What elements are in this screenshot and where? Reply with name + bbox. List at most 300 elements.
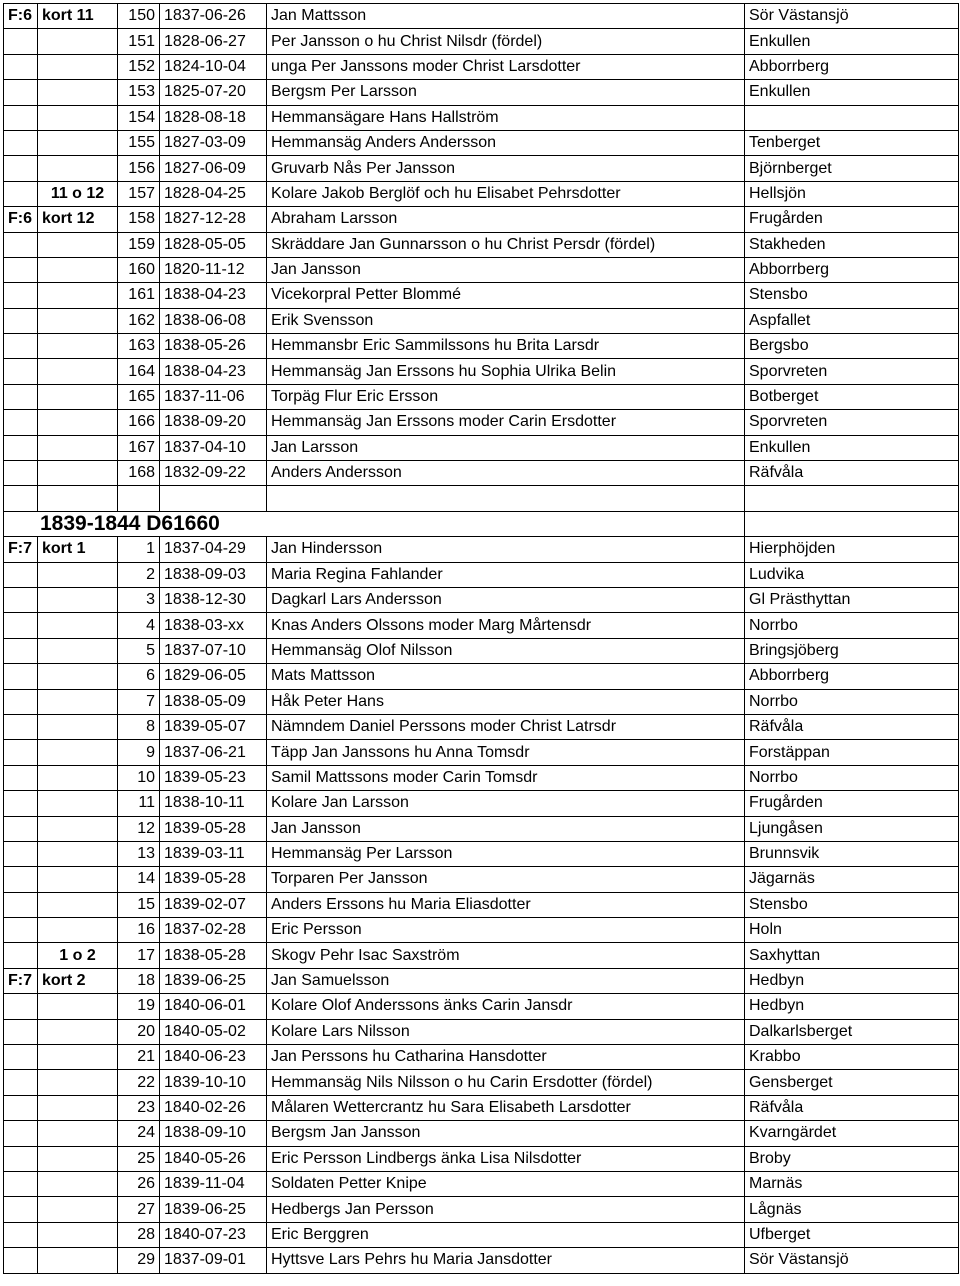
date-cell: 1828-04-25 [160,181,267,206]
place-cell: Bergsbo [745,334,959,359]
table-row [4,461,959,486]
volume-ref-cell [4,435,38,460]
date-cell: 1840-05-02 [160,1019,267,1044]
table-row [4,562,959,587]
date-cell: 1838-06-08 [160,308,267,333]
place-cell: Sör Västansjö [745,1248,959,1273]
volume-ref-cell [4,283,38,308]
place-cell: Abborrberg [745,54,959,79]
date-cell: 1840-07-23 [160,1222,267,1247]
entry-number-cell: 154 [118,105,160,130]
volume-ref-cell: F:7 [4,968,38,993]
table-row [4,587,959,612]
place-cell: Sör Västansjö [745,4,959,29]
entry-number-cell: 5 [118,638,160,663]
name-cell: Jan Hindersson [267,537,745,562]
card-cell [38,156,118,181]
volume-ref-cell [4,1070,38,1095]
card-cell [38,29,118,54]
name-cell: Jan Larsson [267,435,745,460]
entry-number-cell: 165 [118,384,160,409]
register-body [4,4,959,1274]
card-cell [38,638,118,663]
entry-number-cell: 151 [118,29,160,54]
date-cell: 1839-05-07 [160,714,267,739]
date-cell: 1838-09-20 [160,410,267,435]
date-cell: 1839-10-10 [160,1070,267,1095]
date-cell: 1828-05-05 [160,232,267,257]
card-cell [38,562,118,587]
table-row [4,359,959,384]
card-cell [38,994,118,1019]
table-row [4,283,959,308]
table-row [4,410,959,435]
volume-ref-cell [4,1171,38,1196]
name-cell: Bergsm Jan Jansson [267,1121,745,1146]
section-heading-row [4,511,959,536]
card-cell [38,816,118,841]
place-cell: Lågnäs [745,1197,959,1222]
volume-ref-cell [4,841,38,866]
card-cell [38,1197,118,1222]
place-cell: Stensbo [745,892,959,917]
table-row [4,308,959,333]
name-cell: Jan Jansson [267,257,745,282]
card-cell [38,257,118,282]
table-row [4,334,959,359]
date-cell: 1838-05-28 [160,943,267,968]
card-cell [38,892,118,917]
table-row [4,765,959,790]
place-cell: Enkullen [745,435,959,460]
card-cell [38,1121,118,1146]
entry-number-cell: 160 [118,257,160,282]
entry-number-cell: 168 [118,461,160,486]
card-cell [38,765,118,790]
name-cell: Hemmansägare Hans Hallström [267,105,745,130]
date-cell: 1838-04-23 [160,283,267,308]
card-cell [38,1045,118,1070]
date-cell: 1837-06-26 [160,4,267,29]
table-row [4,740,959,765]
entry-number-cell: 155 [118,130,160,155]
entry-number-cell: 13 [118,841,160,866]
name-cell: Jan Mattsson [267,4,745,29]
date-cell: 1837-02-28 [160,918,267,943]
date-cell: 1839-02-07 [160,892,267,917]
card-cell [38,1248,118,1273]
card-cell [38,740,118,765]
card-cell [38,918,118,943]
entry-number-cell: 150 [118,4,160,29]
entry-number-cell: 167 [118,435,160,460]
place-cell: Brunnsvik [745,841,959,866]
entry-number-cell: 29 [118,1248,160,1273]
name-cell: Kolare Jan Larsson [267,791,745,816]
entry-number-cell: 159 [118,232,160,257]
entry-number-cell: 12 [118,816,160,841]
date-cell: 1825-07-20 [160,80,267,105]
date-cell: 1824-10-04 [160,54,267,79]
date-cell: 1838-12-30 [160,587,267,612]
volume-ref-cell [4,156,38,181]
card-cell [38,130,118,155]
name-cell: Kolare Jakob Berglöf och hu Elisabet Pehrsdotter [267,181,745,206]
volume-ref-cell [4,638,38,663]
volume-ref-cell [4,54,38,79]
place-cell: Broby [745,1146,959,1171]
date-cell: 1828-08-18 [160,105,267,130]
table-row [4,664,959,689]
card-cell: 1 o 2 [38,943,118,968]
empty-cell [118,486,160,511]
volume-ref-cell [4,664,38,689]
card-cell [38,308,118,333]
name-cell: Abraham Larsson [267,207,745,232]
table-row [4,4,959,29]
place-cell: Enkullen [745,80,959,105]
place-cell: Stensbo [745,283,959,308]
entry-number-cell: 157 [118,181,160,206]
date-cell: 1839-05-28 [160,867,267,892]
date-cell: 1837-04-10 [160,435,267,460]
name-cell: Torpäg Flur Eric Ersson [267,384,745,409]
entry-number-cell: 152 [118,54,160,79]
name-cell: Skogv Pehr Isac Saxström [267,943,745,968]
name-cell: Soldaten Petter Knipe [267,1171,745,1196]
volume-ref-cell: F:6 [4,207,38,232]
volume-ref-cell [4,892,38,917]
card-cell [38,410,118,435]
card-cell [38,587,118,612]
name-cell: Hemmansäg Olof Nilsson [267,638,745,663]
table-row [4,54,959,79]
name-cell: Maria Regina Fahlander [267,562,745,587]
table-row [4,435,959,460]
name-cell: Nämndem Daniel Perssons moder Christ Latrsdr [267,714,745,739]
entry-number-cell: 156 [118,156,160,181]
volume-ref-cell [4,765,38,790]
name-cell: Dagkarl Lars Andersson [267,587,745,612]
date-cell: 1838-09-10 [160,1121,267,1146]
date-cell: 1839-05-23 [160,765,267,790]
date-cell: 1840-06-23 [160,1045,267,1070]
table-row [4,1171,959,1196]
volume-ref-cell [4,562,38,587]
volume-ref-cell [4,1045,38,1070]
volume-ref-cell [4,257,38,282]
date-cell: 1832-09-22 [160,461,267,486]
volume-ref-cell: F:6 [4,4,38,29]
card-cell [38,1146,118,1171]
date-cell: 1838-05-26 [160,334,267,359]
volume-ref-cell [4,105,38,130]
entry-number-cell: 2 [118,562,160,587]
place-cell: Frugården [745,207,959,232]
table-row [4,918,959,943]
card-cell [38,435,118,460]
place-cell: Räfvåla [745,714,959,739]
volume-ref-cell [4,1248,38,1273]
entry-number-cell: 24 [118,1121,160,1146]
name-cell: Hemmansäg Jan Erssons hu Sophia Ulrika Belin [267,359,745,384]
volume-ref-cell [4,359,38,384]
table-row [4,1019,959,1044]
name-cell: Eric Persson [267,918,745,943]
card-cell [38,1095,118,1120]
date-cell: 1839-03-11 [160,841,267,866]
name-cell: Eric Persson Lindbergs änka Lisa Nilsdotter [267,1146,745,1171]
table-row [4,791,959,816]
place-cell: Aspfallet [745,308,959,333]
section-heading: 1839-1844 D61660 [4,511,745,536]
card-cell: kort 1 [38,537,118,562]
card-cell [38,714,118,739]
entry-number-cell: 7 [118,689,160,714]
date-cell: 1839-11-04 [160,1171,267,1196]
name-cell: Håk Peter Hans [267,689,745,714]
volume-ref-cell [4,943,38,968]
name-cell: Anders Andersson [267,461,745,486]
entry-number-cell: 161 [118,283,160,308]
volume-ref-cell [4,587,38,612]
place-cell: Abborrberg [745,664,959,689]
table-row [4,257,959,282]
name-cell: Mats Mattsson [267,664,745,689]
date-cell: 1828-06-27 [160,29,267,54]
name-cell: Hemmansäg Jan Erssons moder Carin Ersdotter [267,410,745,435]
entry-number-cell: 28 [118,1222,160,1247]
entry-number-cell: 8 [118,714,160,739]
volume-ref-cell [4,613,38,638]
place-cell: Dalkarlsberget [745,1019,959,1044]
empty-cell [267,486,745,511]
volume-ref-cell [4,80,38,105]
table-row [4,613,959,638]
entry-number-cell: 26 [118,1171,160,1196]
place-cell: Norrbo [745,613,959,638]
volume-ref-cell [4,410,38,435]
table-row [4,892,959,917]
table-row [4,156,959,181]
volume-ref-cell [4,181,38,206]
place-cell: Ufberget [745,1222,959,1247]
place-cell: Abborrberg [745,257,959,282]
entry-number-cell: 25 [118,1146,160,1171]
place-cell: Stakheden [745,232,959,257]
entry-number-cell: 11 [118,791,160,816]
place-cell: Norrbo [745,689,959,714]
date-cell: 1820-11-12 [160,257,267,282]
volume-ref-cell [4,308,38,333]
table-row [4,232,959,257]
card-cell [38,1070,118,1095]
name-cell: Erik Svensson [267,308,745,333]
volume-ref-cell [4,816,38,841]
table-row [4,943,959,968]
table-row [4,1121,959,1146]
table-row [4,841,959,866]
place-cell: Norrbo [745,765,959,790]
volume-ref-cell [4,1222,38,1247]
entry-number-cell: 18 [118,968,160,993]
entry-number-cell: 14 [118,867,160,892]
entry-number-cell: 16 [118,918,160,943]
volume-ref-cell [4,918,38,943]
volume-ref-cell [4,1121,38,1146]
date-cell: 1838-10-11 [160,791,267,816]
date-cell: 1827-12-28 [160,207,267,232]
entry-number-cell: 21 [118,1045,160,1070]
table-row [4,207,959,232]
name-cell: Skräddare Jan Gunnarsson o hu Christ Persdr (fördel) [267,232,745,257]
empty-cell [745,486,959,511]
date-cell: 1840-02-26 [160,1095,267,1120]
card-cell [38,1171,118,1196]
volume-ref-cell [4,1095,38,1120]
name-cell: Per Jansson o hu Christ Nilsdr (fördel) [267,29,745,54]
card-cell [38,232,118,257]
entry-number-cell: 19 [118,994,160,1019]
date-cell: 1840-06-01 [160,994,267,1019]
place-cell: Räfvåla [745,461,959,486]
volume-ref-cell [4,994,38,1019]
volume-ref-cell [4,867,38,892]
card-cell [38,1222,118,1247]
table-row [4,1222,959,1247]
register-sheet [3,3,958,1283]
place-cell: Gensberget [745,1070,959,1095]
card-cell [38,105,118,130]
place-cell: Björnberget [745,156,959,181]
name-cell: Bergsm Per Larsson [267,80,745,105]
place-cell: Frugården [745,791,959,816]
volume-ref-cell [4,232,38,257]
date-cell: 1839-06-25 [160,968,267,993]
name-cell: unga Per Janssons moder Christ Larsdotter [267,54,745,79]
card-cell [38,841,118,866]
table-row [4,968,959,993]
volume-ref-cell [4,334,38,359]
volume-ref-cell [4,740,38,765]
table-row [4,1070,959,1095]
card-cell [38,867,118,892]
place-cell: Ludvika [745,562,959,587]
volume-ref-cell [4,29,38,54]
card-cell: kort 11 [38,4,118,29]
name-cell: Eric Berggren [267,1222,745,1247]
card-cell [38,384,118,409]
empty-cell [745,511,959,536]
entry-number-cell: 6 [118,664,160,689]
place-cell [745,105,959,130]
place-cell: Sporvreten [745,359,959,384]
card-cell [38,689,118,714]
table-row [4,181,959,206]
place-cell: Botberget [745,384,959,409]
card-cell [38,1019,118,1044]
entry-number-cell: 163 [118,334,160,359]
table-row [4,867,959,892]
date-cell: 1837-04-29 [160,537,267,562]
name-cell: Jan Samuelsson [267,968,745,993]
card-cell [38,359,118,384]
date-cell: 1840-05-26 [160,1146,267,1171]
date-cell: 1837-07-10 [160,638,267,663]
table-row [4,1197,959,1222]
volume-ref-cell [4,1197,38,1222]
volume-ref-cell [4,689,38,714]
card-cell: kort 12 [38,207,118,232]
table-row [4,714,959,739]
entry-number-cell: 17 [118,943,160,968]
name-cell: Hemmansäg Anders Andersson [267,130,745,155]
name-cell: Hemmansäg Nils Nilsson o hu Carin Ersdotter (fördel) [267,1070,745,1095]
place-cell: Kvarngärdet [745,1121,959,1146]
volume-ref-cell: F:7 [4,537,38,562]
table-row [4,816,959,841]
entry-number-cell: 164 [118,359,160,384]
entry-number-cell: 15 [118,892,160,917]
table-row [4,384,959,409]
volume-ref-cell [4,791,38,816]
card-cell [38,791,118,816]
card-cell: kort 2 [38,968,118,993]
date-cell: 1827-06-09 [160,156,267,181]
entry-number-cell: 23 [118,1095,160,1120]
card-cell [38,80,118,105]
table-row [4,130,959,155]
table-row [4,80,959,105]
place-cell: Holn [745,918,959,943]
table-row [4,105,959,130]
name-cell: Hedbergs Jan Persson [267,1197,745,1222]
place-cell: Jägarnäs [745,867,959,892]
entry-number-cell: 20 [118,1019,160,1044]
entry-number-cell: 3 [118,587,160,612]
entry-number-cell: 1 [118,537,160,562]
card-cell [38,613,118,638]
date-cell: 1838-04-23 [160,359,267,384]
card-cell: 11 o 12 [38,181,118,206]
place-cell: Räfvåla [745,1095,959,1120]
empty-cell [38,486,118,511]
table-row [4,638,959,663]
blank-row [4,486,959,511]
card-cell [38,664,118,689]
volume-ref-cell [4,714,38,739]
entry-number-cell: 162 [118,308,160,333]
entry-number-cell: 158 [118,207,160,232]
name-cell: Vicekorpral Petter Blommé [267,283,745,308]
place-cell: Forstäppan [745,740,959,765]
name-cell: Gruvarb Nås Per Jansson [267,156,745,181]
volume-ref-cell [4,130,38,155]
table-row [4,689,959,714]
name-cell: Samil Mattssons moder Carin Tomsdr [267,765,745,790]
name-cell: Jan Jansson [267,816,745,841]
name-cell: Hyttsve Lars Pehrs hu Maria Jansdotter [267,1248,745,1273]
date-cell: 1838-03-xx [160,613,267,638]
entry-number-cell: 153 [118,80,160,105]
place-cell: Bringsjöberg [745,638,959,663]
name-cell: Kolare Lars Nilsson [267,1019,745,1044]
table-row [4,1248,959,1273]
date-cell: 1838-09-03 [160,562,267,587]
table-row [4,1045,959,1070]
card-cell [38,283,118,308]
empty-cell [160,486,267,511]
